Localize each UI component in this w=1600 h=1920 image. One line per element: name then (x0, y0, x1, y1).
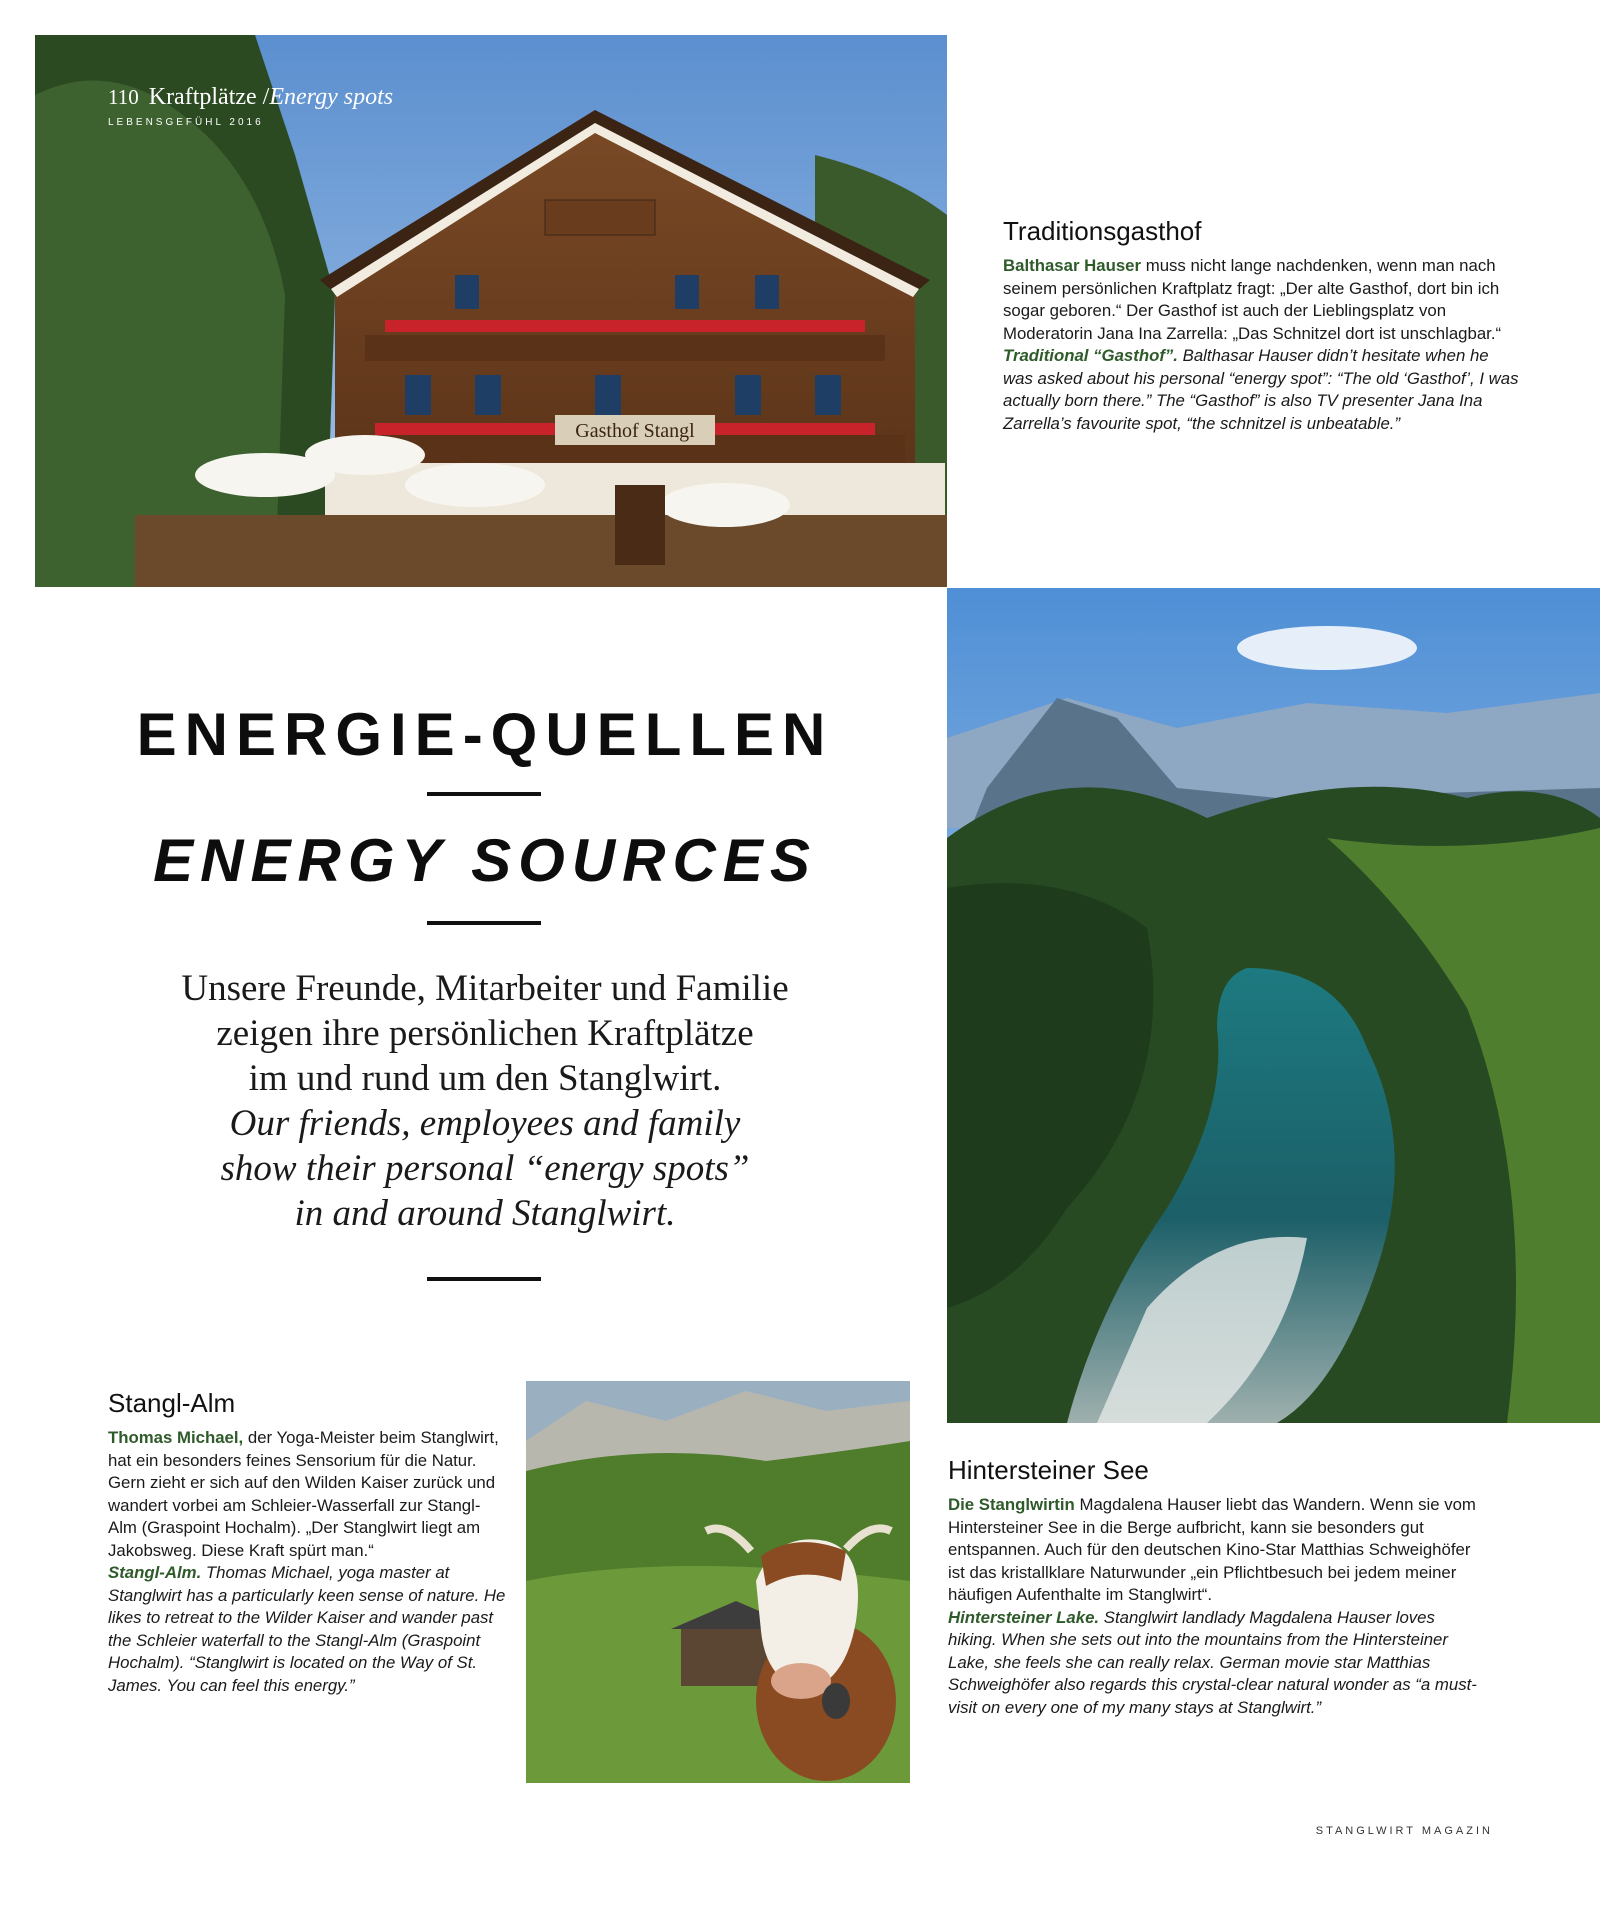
alm-de-lead: Thomas Michael, (108, 1428, 244, 1447)
section-separator: / (262, 84, 270, 110)
gasthof-text-en (1003, 345, 1523, 435)
intro-en-line: show their personal “energy spots” (220, 1148, 750, 1189)
see-text (948, 1494, 1478, 1719)
section-name-en: Energy spots (269, 84, 394, 110)
gasthof-de-body: muss nicht lange nachdenken, wenn man nach seinem persönlichen Kraftplatz fragt: „Der alte Gasthof, dort bin ich sogar geboren.“ Der Gasthof ist auch der Lieblingsplatz von Moderatorin Jana Ina Zarrella: „Das Schnitzel dort ist unschlagbar.“ (1003, 256, 1502, 343)
folio-title (108, 84, 393, 111)
gasthof-title: Traditionsgasthof (1003, 216, 1202, 246)
alm-text (108, 1427, 508, 1697)
see-de-body: Magdalena Hauser liebt das Wandern. Wenn sie vom Hintersteiner See in die Berge aufbricht, kann sie besonders gut entspannen. Auch für den deutschen Kino-Star Matthias Schweighöfer ist das kristallklare Naturwunder „ein Pflichtbesuch bei jedem meiner häufigen Aufenthalte im Stanglwirt“. (948, 1495, 1476, 1604)
gasthof-en-lead: Traditional “Gasthof”. (1003, 346, 1178, 365)
alm-title: Stangl-Alm (108, 1388, 236, 1418)
photo-stangl-alm-cow (526, 1381, 910, 1783)
headline-german: ENERGIE-QUELLEN (136, 701, 834, 768)
gasthof-de-lead: Balthasar Hauser (1003, 256, 1142, 275)
see-text-de (948, 1494, 1478, 1607)
intro-de-line: Unsere Freunde, Mitarbeiter und Familie (181, 968, 789, 1009)
lake-illustration (947, 588, 1600, 1423)
alm-de-body: der Yoga-Meister beim Stanglwirt, hat ein besonders feines Sensorium für die Natur. Gern zieht er sich auf den Wilden Kaiser zurück und wandert vorbei am Schleier-Wasserfall zur Stangl-Alm (Graspoint Hochalm). „Der Stanglwirt liegt am Jakobsweg. Diese Kraft spürt man.“ (108, 1428, 499, 1560)
headline-english: ENERGY SOURCES (153, 827, 817, 894)
photo-hintersteiner-see (947, 588, 1600, 1423)
see-en-lead: Hintersteiner Lake. (948, 1607, 1100, 1627)
gasthof-sign: Gasthof Stangl (575, 420, 695, 442)
section-name: Kraftplätze (148, 84, 257, 110)
intro-de-line: im und rund um den Stanglwirt. (248, 1058, 722, 1099)
gasthof-text-de (1003, 255, 1523, 345)
page-number: 110 (108, 85, 139, 109)
cow-illustration (526, 1381, 910, 1783)
footer-magazine-name: STANGLWIRT MAGAZIN (1315, 1825, 1493, 1837)
alm-en-lead: Stangl-Alm. (108, 1563, 202, 1582)
see-de-lead: Die Stanglwirtin (948, 1495, 1075, 1514)
alm-text-de (108, 1427, 508, 1562)
intro-english (40, 1101, 930, 1236)
intro-de-line: zeigen ihre persönlichen Kraftplätze (216, 1013, 754, 1054)
see-en-body: Stanglwirt landlady Magdalena Hauser loves hiking. When she sets out into the mountains from the Hintersteiner Lake, she feels she can really relax. German movie star Matthias Schweighöfer also regards this crystal-clear natural wonder as “a must-visit on every one of my many stays at Stanglwirt.” (948, 1607, 1477, 1717)
see-text-en (948, 1607, 1478, 1720)
alm-en-body: Thomas Michael, yoga master at Stanglwirt has a particularly keen sense of nature. He likes to retreat to the Wilder Kaiser and wander past the Schleier waterfall to the Stangl-Alm (Graspoint Hochalm). “Stanglwirt is located on the Way of St. James. You can feel this energy.” (108, 1563, 506, 1695)
gasthof-en-body: Balthasar Hauser didn’t hesitate when he was asked about his personal “energy spot”: “The old ‘Gasthof’, I was actually born there.” The “Gasthof” is also TV presenter Jana Ina Zarrella’s favourite spot, “the schnitzel is unbeatable.” (1003, 346, 1519, 433)
folio-subline: LEBENSGEFÜHL 2016 (108, 117, 264, 128)
divider-rule (427, 921, 541, 925)
alm-text-en (108, 1562, 508, 1697)
intro-en-line: in and around Stanglwirt. (294, 1193, 676, 1234)
page-folio (108, 84, 393, 128)
divider-rule (427, 1277, 541, 1281)
intro-german (40, 966, 930, 1101)
intro-en-line: Our friends, employees and family (229, 1103, 741, 1144)
see-title: Hintersteiner See (948, 1455, 1149, 1485)
divider-rule (427, 792, 541, 796)
gasthof-text (1003, 255, 1523, 435)
